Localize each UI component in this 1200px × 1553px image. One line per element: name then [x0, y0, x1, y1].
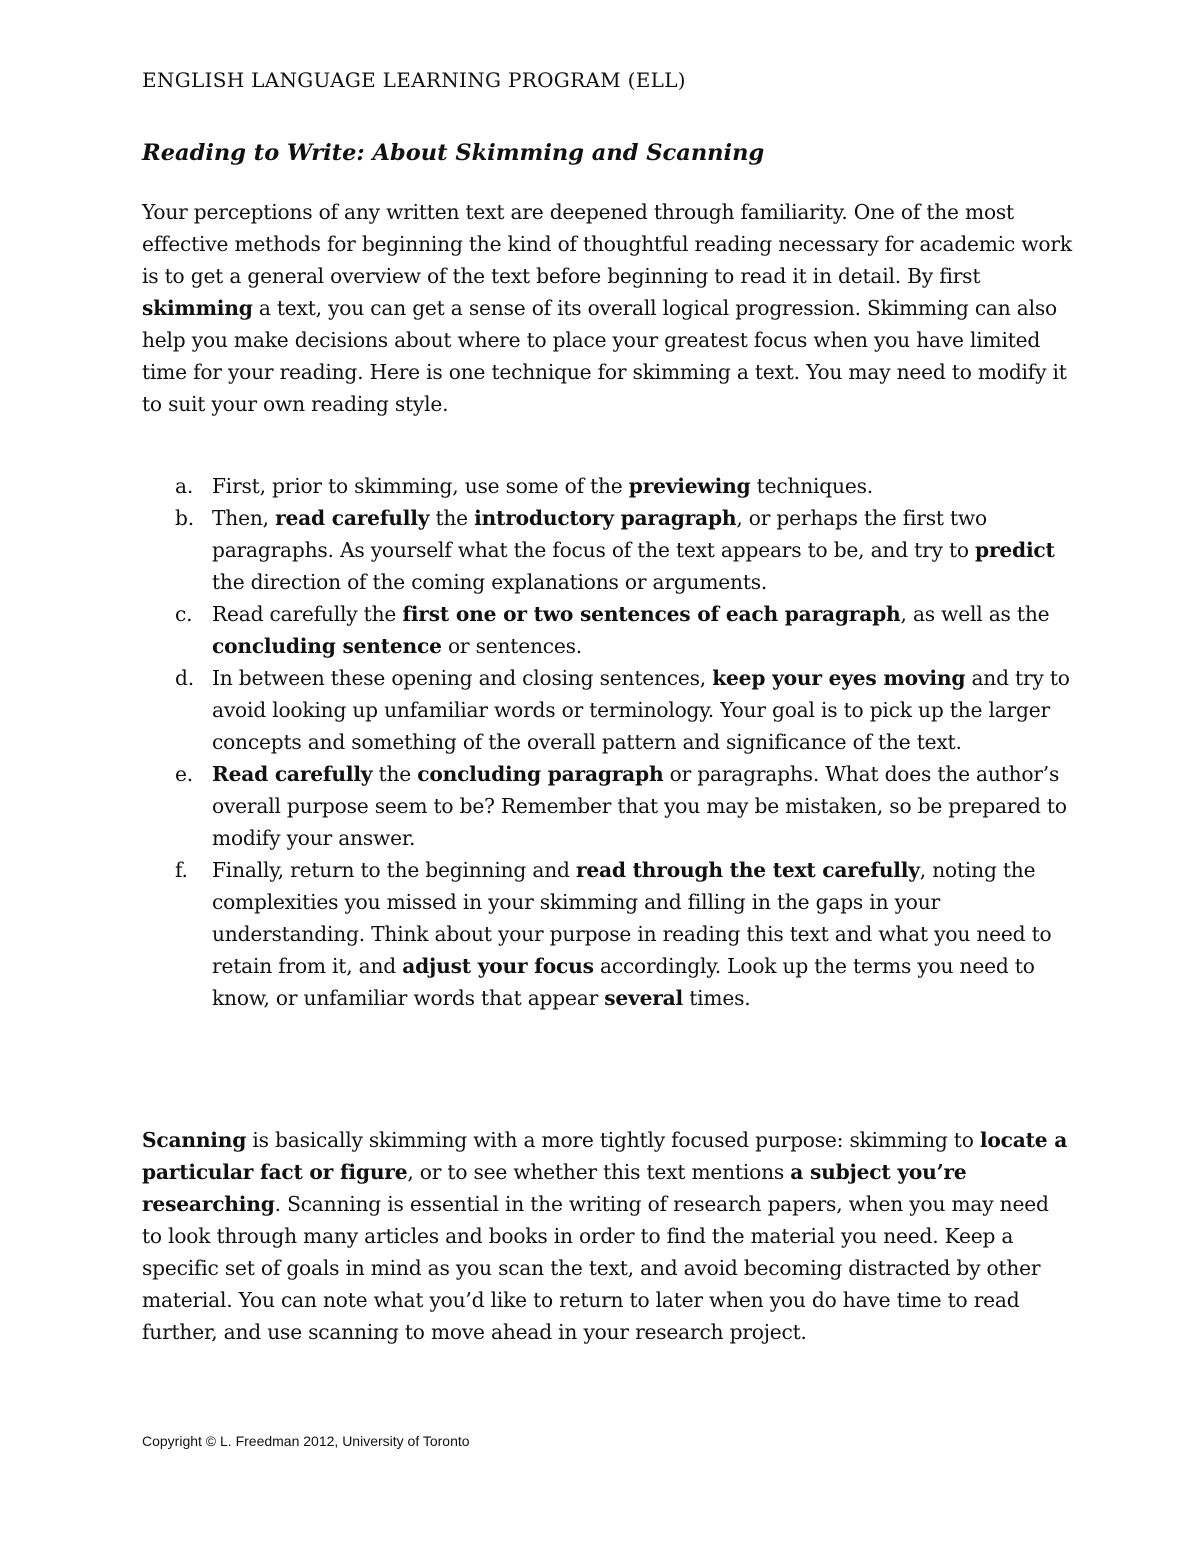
body-text: First, prior to skimming, use some of the [212, 474, 629, 498]
emphasis-text: introductory paragraph [474, 506, 737, 530]
body-text: , or to see whether this text mentions [407, 1160, 791, 1184]
intro-paragraph [142, 196, 1072, 420]
copyright-footer: Copyright © L. Freedman 2012, University of Toronto [142, 1433, 470, 1449]
body-text: or paragraphs. What does the author’s overall purpose seem to be? Remember that you may be mistaken, so be prepared to modify your answer. [212, 762, 1067, 850]
emphasis-text: locate a particular fact or figure [142, 1128, 1068, 1184]
body-text: or sentences. [441, 634, 582, 658]
body-text: techniques. [750, 474, 873, 498]
emphasis-text: several [604, 986, 684, 1010]
body-text: In between these opening and closing sentences, [212, 666, 713, 690]
body-text: , noting the complexities you missed in your skimming and filling in the gaps in your understanding. Think about your purpose in reading this text and what you need to retain from it, and [212, 858, 1052, 978]
list-item [142, 502, 1072, 598]
list-marker: a. [175, 474, 194, 498]
list-marker: f. [175, 858, 188, 882]
emphasis-text: concluding paragraph [417, 762, 664, 786]
emphasis-text: read carefully [275, 506, 430, 530]
body-text: . Scanning is essential in the writing of research papers, when you may need to look through many articles and books in order to find the material you need. Keep a specific set of goals in mind as you scan the text, and avoid becoming distracted by other material. You can note what you’d like to return to later when you do have time to read further, and use scanning to move ahead in your research project. [142, 1192, 1049, 1344]
body-text: a text, you can get a sense of its overall logical progression. Skimming can also help you make decisions about where to place your greatest focus when you have limited time for your reading. Here is one technique for skimming a text. You may need to modify it to suit your own reading style. [142, 296, 1067, 416]
emphasis-text: previewing [628, 474, 751, 498]
body-text: Then, [212, 506, 276, 530]
list-item [142, 758, 1072, 854]
program-header: ENGLISH LANGUAGE LEARNING PROGRAM (ELL) [142, 68, 686, 92]
page-title: Reading to Write: About Skimming and Scanning [142, 140, 765, 166]
emphasis-text: read through the text carefully [575, 858, 920, 882]
emphasis-text: Read carefully [212, 762, 373, 786]
body-text: accordingly. Look up the terms you need to know, or unfamiliar words that appear [212, 954, 1035, 1010]
emphasis-text: concluding sentence [212, 634, 442, 658]
body-text: times. [683, 986, 751, 1010]
list-item [142, 470, 1072, 502]
body-text: Finally, return to the beginning and [212, 858, 576, 882]
list-marker: e. [175, 762, 193, 786]
list-item [142, 598, 1072, 662]
list-item [142, 854, 1072, 1014]
body-text: Read carefully the [212, 602, 403, 626]
body-text: Your perceptions of any written text are deepened through familiarity. One of the most effective methods for beginning the kind of thoughtful reading necessary for academic work is to get a general overview of the text before beginning to read it in detail. By first [142, 200, 1072, 288]
list-marker: c. [175, 602, 193, 626]
body-text: the [429, 506, 475, 530]
body-text: and try to avoid looking up unfamiliar words or terminology. Your goal is to pick up the larger concepts and something of the overall pattern and significance of the text. [212, 666, 1070, 754]
list-marker: d. [175, 666, 194, 690]
body-text: , as well as the [900, 602, 1050, 626]
body-text: is basically skimming with a more tightly focused purpose: skimming to [246, 1128, 980, 1152]
body-text: , or perhaps the first two paragraphs. As yourself what the focus of the text appears to be, and try to [212, 506, 987, 562]
emphasis-text: Scanning [142, 1128, 247, 1152]
list-marker: b. [175, 506, 194, 530]
emphasis-text: skimming [142, 296, 253, 320]
emphasis-text: a subject you’re researching [142, 1160, 967, 1216]
skimming-steps-list [142, 470, 1072, 1014]
list-item [142, 662, 1072, 758]
scanning-paragraph [142, 1124, 1072, 1348]
body-text: the [372, 762, 418, 786]
emphasis-text: predict [975, 538, 1055, 562]
emphasis-text: keep your eyes moving [712, 666, 966, 690]
emphasis-text: adjust your focus [402, 954, 594, 978]
body-text: the direction of the coming explanations or arguments. [212, 570, 768, 594]
emphasis-text: first one or two sentences of each paragraph [402, 602, 901, 626]
